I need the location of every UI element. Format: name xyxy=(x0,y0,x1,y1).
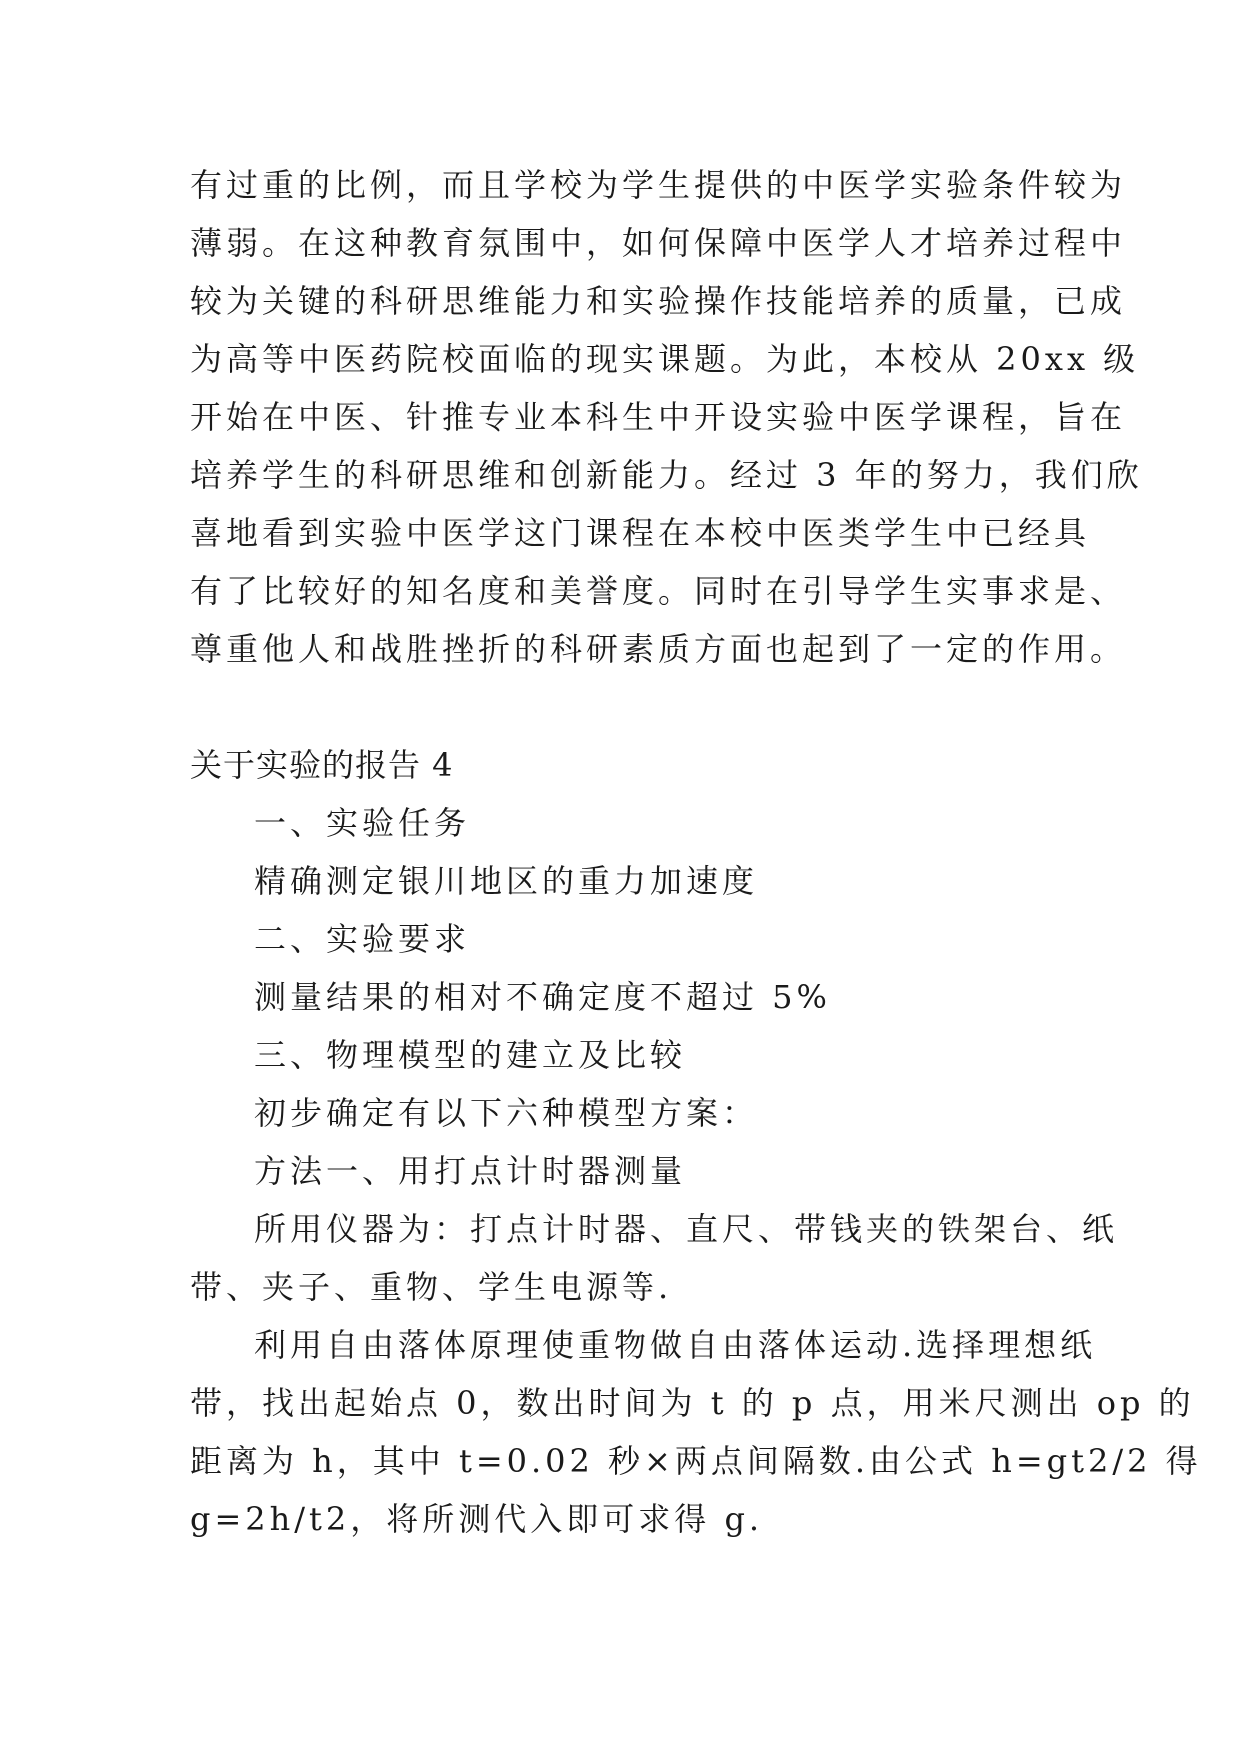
model-text: 初步确定有以下六种模型方案： xyxy=(254,1094,759,1132)
report-title: 关于实验的报告 4 xyxy=(190,746,454,784)
intro-line-9: 尊重他人和战胜挫折的科研素质方面也起到了一定的作用。 xyxy=(190,630,1127,668)
intro-line-2: 薄弱。在这种教育氛围中，如何保障中医学人才培养过程中 xyxy=(190,224,1127,262)
instruments-line-1: 所用仪器为：打点计时器、直尺、带钱夹的铁架台、纸 xyxy=(254,1210,1119,1248)
intro-line-4: 为高等中医药院校面临的现实课题。为此，本校从 20xx 级 xyxy=(190,340,1140,378)
intro-line-5: 开始在中医、针推专业本科生中开设实验中医学课程，旨在 xyxy=(190,398,1127,436)
task-heading: 一、实验任务 xyxy=(254,804,471,842)
intro-line-7: 喜地看到实验中医学这门课程在本校中医类学生中已经具 xyxy=(190,514,1091,552)
requirements-text: 测量结果的相对不确定度不超过 5% xyxy=(254,978,831,1016)
intro-line-8: 有了比较好的知名度和美誉度。同时在引导学生实事求是、 xyxy=(190,572,1127,610)
intro-line-6: 培养学生的科研思维和创新能力。经过 3 年的努力，我们欣 xyxy=(190,456,1143,494)
principle-line-4: g=2h/t2，将所测代入即可求得 g. xyxy=(190,1500,764,1538)
principle-line-3: 距离为 h，其中 t=0.02 秒×两点间隔数.由公式 h=gt2/2 得 xyxy=(190,1442,1202,1480)
principle-line-1: 利用自由落体原理使重物做自由落体运动.选择理想纸 xyxy=(254,1326,1097,1364)
instruments-line-2: 带、夹子、重物、学生电源等. xyxy=(190,1268,673,1306)
method1-heading: 方法一、用打点计时器测量 xyxy=(254,1152,687,1190)
task-text: 精确测定银川地区的重力加速度 xyxy=(254,862,759,900)
requirements-heading: 二、实验要求 xyxy=(254,920,471,958)
intro-line-1: 有过重的比例，而且学校为学生提供的中医学实验条件较为 xyxy=(190,166,1127,204)
intro-line-3: 较为关键的科研思维能力和实验操作技能培养的质量，已成 xyxy=(190,282,1127,320)
model-heading: 三、物理模型的建立及比较 xyxy=(254,1036,687,1074)
principle-line-2: 带，找出起始点 0，数出时间为 t 的 p 点，用米尺测出 op 的 xyxy=(190,1384,1195,1422)
